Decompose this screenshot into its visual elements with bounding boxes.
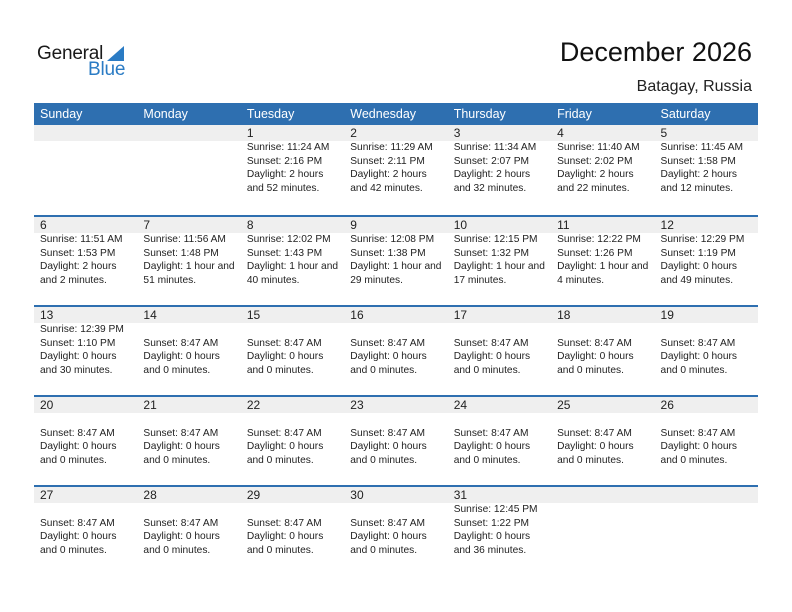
day-info-row bbox=[34, 141, 758, 195]
daylight-text: Daylight: 0 hours bbox=[350, 441, 427, 452]
sunset-text: Sunset: 1:26 PM bbox=[557, 247, 633, 259]
daylight-text: Daylight: 0 hours bbox=[557, 441, 634, 452]
day-cell bbox=[448, 413, 551, 467]
day-cell bbox=[344, 323, 447, 377]
day-number: 8 bbox=[246, 218, 254, 232]
daylight-text bbox=[143, 168, 240, 182]
day-number: 31 bbox=[453, 488, 468, 502]
sunset-text: Sunset: 8:47 AM bbox=[350, 517, 426, 529]
daylight-text-cont: and 0 minutes. bbox=[40, 544, 107, 556]
daylight-text-cont: and 42 minutes. bbox=[350, 182, 423, 194]
daylight-text: Daylight: 0 hours bbox=[453, 441, 531, 452]
sunrise-text: Sunrise: 12:29 PM bbox=[660, 234, 745, 245]
sunset-text: Sunset: 1:22 PM bbox=[453, 517, 530, 529]
daylight-text-cont: and 22 minutes. bbox=[557, 182, 630, 194]
daylight-text: Daylight: 1 hour and bbox=[143, 261, 235, 272]
day-cell bbox=[241, 233, 344, 287]
daylight-text-cont: and 36 minutes. bbox=[453, 544, 527, 556]
day-number bbox=[137, 125, 240, 141]
day-info-row bbox=[34, 503, 758, 557]
logo-text-general: General bbox=[37, 43, 104, 64]
daylight-text: Daylight: 0 hours bbox=[246, 441, 324, 452]
day-cell bbox=[137, 503, 240, 557]
day-cell bbox=[137, 141, 240, 195]
day-cell bbox=[655, 233, 758, 287]
sunset-text: Sunset: 1:10 PM bbox=[40, 337, 116, 349]
day-cell bbox=[551, 141, 654, 195]
sunrise-text: Sunrise: 12:39 PM bbox=[40, 324, 124, 335]
sunrise-text bbox=[350, 413, 447, 427]
daylight-text-cont: and 0 minutes. bbox=[660, 364, 728, 376]
daylight-text bbox=[40, 168, 137, 182]
sunset-text bbox=[40, 155, 137, 169]
day-cell bbox=[448, 503, 551, 557]
daylight-text-cont: 51 minutes. bbox=[143, 274, 197, 286]
daylight-text: Daylight: 0 hours bbox=[143, 441, 220, 452]
sunrise-text: Sunrise: 11:24 AM bbox=[246, 142, 330, 153]
day-cell bbox=[34, 233, 137, 287]
daylight-text-cont: 40 minutes. bbox=[246, 274, 300, 286]
daylight-text: Daylight: 0 hours bbox=[40, 531, 117, 542]
day-number: 22 bbox=[246, 398, 261, 412]
sunrise-text bbox=[143, 503, 240, 517]
daylight-text-cont bbox=[143, 182, 240, 196]
daylight-text-cont: and 0 minutes. bbox=[350, 364, 418, 376]
sunset-text: Sunset: 1:38 PM bbox=[350, 247, 426, 259]
sunset-text: Sunset: 8:47 AM bbox=[246, 337, 322, 349]
daylight-text-cont: and 0 minutes. bbox=[453, 364, 521, 376]
sunrise-text: Sunrise: 12:22 PM bbox=[557, 234, 641, 245]
daylight-text-cont: and 0 minutes. bbox=[557, 454, 624, 466]
sunrise-text: Sunrise: 12:02 PM bbox=[246, 234, 331, 245]
day-number: 27 bbox=[40, 488, 54, 502]
day-number: 29 bbox=[246, 488, 261, 502]
day-cell bbox=[34, 323, 137, 377]
sunset-text: Sunset: 1:53 PM bbox=[40, 247, 116, 259]
date-strip bbox=[34, 125, 758, 141]
sunrise-text bbox=[143, 413, 240, 427]
weeks-container bbox=[34, 125, 758, 575]
day-cell bbox=[344, 233, 447, 287]
sunrise-text: Sunrise: 12:45 PM bbox=[453, 504, 538, 515]
sunset-text bbox=[143, 155, 240, 169]
week-row bbox=[34, 485, 758, 575]
weekday-header-row bbox=[34, 103, 758, 125]
sunrise-text bbox=[247, 413, 344, 427]
day-number: 15 bbox=[246, 308, 261, 322]
day-number: 6 bbox=[40, 218, 47, 232]
daylight-text-cont: and 0 minutes. bbox=[143, 454, 211, 466]
day-number: 13 bbox=[40, 308, 54, 322]
sunset-text: Sunset: 8:47 AM bbox=[143, 337, 219, 349]
sunrise-text bbox=[247, 323, 344, 337]
day-cell bbox=[655, 141, 758, 195]
daylight-text-cont bbox=[40, 182, 137, 196]
daylight-text-cont: and 0 minutes. bbox=[246, 364, 314, 376]
sunrise-text bbox=[143, 141, 240, 155]
date-strip bbox=[34, 487, 758, 503]
sunset-text: Sunset: 8:47 AM bbox=[246, 427, 322, 439]
day-cell bbox=[655, 323, 758, 377]
day-cell bbox=[448, 323, 551, 377]
daylight-text-cont: and 12 minutes. bbox=[660, 182, 734, 194]
daylight-text bbox=[557, 530, 654, 544]
day-cell bbox=[448, 233, 551, 287]
day-number: 7 bbox=[143, 218, 151, 232]
daylight-text bbox=[661, 530, 758, 544]
day-cell bbox=[344, 413, 447, 467]
week-row bbox=[34, 395, 758, 485]
sunrise-text: Sunrise: 11:56 AM bbox=[143, 234, 226, 245]
daylight-text-cont: 17 minutes. bbox=[453, 274, 507, 286]
sunrise-text bbox=[661, 413, 758, 427]
page-title: December 2026 bbox=[559, 37, 752, 67]
day-cell bbox=[344, 503, 447, 557]
day-cell bbox=[241, 413, 344, 467]
daylight-text: Daylight: 1 hour and bbox=[557, 261, 649, 272]
day-cell bbox=[137, 323, 240, 377]
day-number: 28 bbox=[143, 488, 157, 502]
daylight-text: Daylight: 2 hours bbox=[557, 169, 634, 180]
sunrise-text bbox=[40, 503, 137, 517]
day-cell bbox=[241, 323, 344, 377]
daylight-text: Daylight: 0 hours bbox=[246, 531, 324, 542]
daylight-text: Daylight: 0 hours bbox=[143, 351, 220, 362]
sunrise-text bbox=[454, 323, 551, 337]
daylight-text-cont: and 0 minutes. bbox=[660, 454, 728, 466]
sunset-text: Sunset: 8:47 AM bbox=[453, 427, 529, 439]
sunrise-text bbox=[350, 323, 447, 337]
day-cell bbox=[137, 413, 240, 467]
daylight-text: Daylight: 0 hours bbox=[660, 441, 737, 452]
daylight-text-cont bbox=[661, 544, 758, 558]
sunset-text: Sunset: 1:19 PM bbox=[660, 247, 736, 259]
weekday-thursday: Thursday bbox=[453, 107, 506, 121]
weekday-saturday: Saturday bbox=[660, 107, 711, 121]
day-cell bbox=[551, 503, 654, 557]
day-number: 25 bbox=[557, 398, 571, 412]
sunrise-text bbox=[143, 323, 240, 337]
day-number: 20 bbox=[40, 398, 54, 412]
day-cell bbox=[551, 413, 654, 467]
day-number: 30 bbox=[350, 488, 364, 502]
sunrise-text bbox=[454, 413, 551, 427]
daylight-text: Daylight: 2 hours bbox=[40, 261, 117, 272]
day-number: 9 bbox=[350, 218, 357, 232]
calendar-grid bbox=[34, 103, 758, 575]
day-cell bbox=[241, 141, 344, 195]
sunset-text: Sunset: 8:47 AM bbox=[350, 427, 426, 439]
day-number: 3 bbox=[453, 126, 461, 140]
week-row bbox=[34, 125, 758, 215]
daylight-text-cont: and 0 minutes. bbox=[143, 544, 211, 556]
daylight-text-cont: and 32 minutes. bbox=[453, 182, 527, 194]
sunset-text: Sunset: 1:58 PM bbox=[660, 155, 736, 167]
day-number: 1 bbox=[246, 126, 254, 140]
daylight-text-cont: and 0 minutes. bbox=[350, 454, 418, 466]
sunset-text: Sunset: 8:47 AM bbox=[350, 337, 426, 349]
weekday-tuesday: Tuesday bbox=[246, 107, 295, 121]
daylight-text-cont: and 30 minutes. bbox=[40, 364, 113, 376]
daylight-text: Daylight: 2 hours bbox=[350, 169, 427, 180]
day-cell bbox=[655, 503, 758, 557]
week-row bbox=[34, 305, 758, 395]
week-row bbox=[34, 215, 758, 305]
daylight-text: Daylight: 1 hour and bbox=[246, 261, 339, 272]
daylight-text-cont: 29 minutes. bbox=[350, 274, 403, 286]
day-cell bbox=[241, 503, 344, 557]
day-number: 19 bbox=[660, 308, 674, 322]
day-number bbox=[34, 125, 137, 141]
day-number: 16 bbox=[350, 308, 364, 322]
logo-text-blue: Blue bbox=[88, 59, 126, 80]
daylight-text: Daylight: 2 hours bbox=[453, 169, 531, 180]
daylight-text: Daylight: 0 hours bbox=[246, 351, 324, 362]
daylight-text: Daylight: 0 hours bbox=[40, 441, 117, 452]
daylight-text-cont: and 2 minutes. bbox=[40, 274, 107, 286]
daylight-text: Daylight: 0 hours bbox=[40, 351, 117, 362]
daylight-text: Daylight: 2 hours bbox=[246, 169, 324, 180]
sunrise-text bbox=[557, 413, 654, 427]
sunset-text: Sunset: 1:43 PM bbox=[246, 247, 323, 259]
generalblue-logo bbox=[37, 43, 137, 83]
daylight-text-cont: and 52 minutes. bbox=[246, 182, 320, 194]
sunrise-text bbox=[661, 503, 758, 517]
sunrise-text bbox=[661, 323, 758, 337]
day-number: 26 bbox=[660, 398, 674, 412]
day-cell bbox=[551, 323, 654, 377]
sunset-text: Sunset: 8:47 AM bbox=[143, 427, 219, 439]
daylight-text-cont: and 49 minutes. bbox=[660, 274, 734, 286]
daylight-text-cont: and 0 minutes. bbox=[246, 454, 314, 466]
sunset-text: Sunset: 2:02 PM bbox=[557, 155, 633, 167]
daylight-text-cont: and 0 minutes. bbox=[40, 454, 107, 466]
day-number: 4 bbox=[557, 126, 564, 140]
day-cell bbox=[34, 503, 137, 557]
sunset-text: Sunset: 2:07 PM bbox=[453, 155, 530, 167]
date-strip bbox=[34, 217, 758, 233]
sunset-text: Sunset: 1:48 PM bbox=[143, 247, 219, 259]
sunrise-text bbox=[557, 503, 654, 517]
day-number: 18 bbox=[557, 308, 571, 322]
day-cell bbox=[137, 233, 240, 287]
daylight-text-cont: and 0 minutes. bbox=[143, 364, 211, 376]
daylight-text-cont: and 0 minutes. bbox=[350, 544, 418, 556]
day-cell bbox=[34, 413, 137, 467]
sunset-text: Sunset: 8:47 AM bbox=[143, 517, 219, 529]
daylight-text-cont bbox=[557, 544, 654, 558]
sunrise-text: Sunrise: 11:40 AM bbox=[557, 142, 640, 153]
sunset-text bbox=[661, 517, 758, 531]
daylight-text: Daylight: 0 hours bbox=[660, 351, 737, 362]
day-cell bbox=[551, 233, 654, 287]
sunset-text: Sunset: 8:47 AM bbox=[246, 517, 322, 529]
day-number: 12 bbox=[660, 218, 674, 232]
sunrise-text: Sunrise: 11:51 AM bbox=[40, 234, 123, 245]
sunset-text: Sunset: 8:47 AM bbox=[660, 337, 736, 349]
sunset-text: Sunset: 8:47 AM bbox=[40, 517, 115, 529]
day-number bbox=[551, 487, 654, 503]
day-number: 17 bbox=[453, 308, 468, 322]
sunset-text bbox=[557, 517, 654, 531]
weekday-friday: Friday bbox=[557, 107, 592, 121]
daylight-text: Daylight: 0 hours bbox=[660, 261, 737, 272]
sunrise-text bbox=[40, 141, 137, 155]
sunset-text: Sunset: 8:47 AM bbox=[660, 427, 736, 439]
sunset-text: Sunset: 8:47 AM bbox=[557, 337, 632, 349]
daylight-text-cont: and 0 minutes. bbox=[246, 544, 314, 556]
day-number bbox=[655, 487, 758, 503]
sunset-text: Sunset: 8:47 AM bbox=[40, 427, 115, 439]
location-subtitle: Batagay, Russia bbox=[636, 78, 752, 95]
sunrise-text bbox=[247, 503, 344, 517]
daylight-text: Daylight: 0 hours bbox=[350, 531, 427, 542]
sunset-text: Sunset: 2:11 PM bbox=[350, 155, 425, 167]
sunset-text: Sunset: 8:47 AM bbox=[453, 337, 529, 349]
day-info-row bbox=[34, 323, 758, 377]
day-number: 21 bbox=[143, 398, 157, 412]
sunrise-text: Sunrise: 11:29 AM bbox=[350, 142, 433, 153]
day-info-row bbox=[34, 233, 758, 287]
daylight-text: Daylight: 0 hours bbox=[453, 351, 531, 362]
date-strip bbox=[34, 397, 758, 413]
daylight-text: Daylight: 0 hours bbox=[453, 531, 531, 542]
day-cell bbox=[448, 141, 551, 195]
day-number: 2 bbox=[350, 126, 357, 140]
daylight-text: Daylight: 0 hours bbox=[557, 351, 634, 362]
daylight-text: Daylight: 2 hours bbox=[660, 169, 737, 180]
weekday-sunday: Sunday bbox=[40, 107, 83, 121]
sunrise-text: Sunrise: 12:15 PM bbox=[453, 234, 538, 245]
day-number: 14 bbox=[143, 308, 157, 322]
daylight-text-cont: and 0 minutes. bbox=[453, 454, 521, 466]
sunrise-text: Sunrise: 12:08 PM bbox=[350, 234, 435, 245]
day-cell bbox=[34, 141, 137, 195]
day-number: 5 bbox=[660, 126, 668, 140]
daylight-text-cont: and 0 minutes. bbox=[557, 364, 624, 376]
day-cell bbox=[655, 413, 758, 467]
sunrise-text bbox=[557, 323, 654, 337]
daylight-text: Daylight: 1 hour and bbox=[453, 261, 545, 272]
sunset-text: Sunset: 2:16 PM bbox=[246, 155, 323, 167]
sunrise-text: Sunrise: 11:34 AM bbox=[453, 142, 537, 153]
sunset-text: Sunset: 1:32 PM bbox=[453, 247, 530, 259]
date-strip bbox=[34, 307, 758, 323]
day-info-row bbox=[34, 413, 758, 467]
daylight-text: Daylight: 0 hours bbox=[350, 351, 427, 362]
day-number: 23 bbox=[350, 398, 364, 412]
weekday-monday: Monday bbox=[143, 107, 188, 121]
daylight-text: Daylight: 1 hour and bbox=[350, 261, 442, 272]
sunrise-text: Sunrise: 11:45 AM bbox=[660, 142, 744, 153]
day-number: 11 bbox=[557, 218, 570, 232]
day-number: 24 bbox=[453, 398, 468, 412]
day-cell bbox=[344, 141, 447, 195]
sunset-text: Sunset: 8:47 AM bbox=[557, 427, 632, 439]
weekday-wednesday: Wednesday bbox=[350, 107, 417, 121]
daylight-text-cont: 4 minutes. bbox=[557, 274, 605, 286]
sunrise-text bbox=[40, 413, 137, 427]
day-number: 10 bbox=[453, 218, 468, 232]
sunrise-text bbox=[350, 503, 447, 517]
daylight-text: Daylight: 0 hours bbox=[143, 531, 220, 542]
